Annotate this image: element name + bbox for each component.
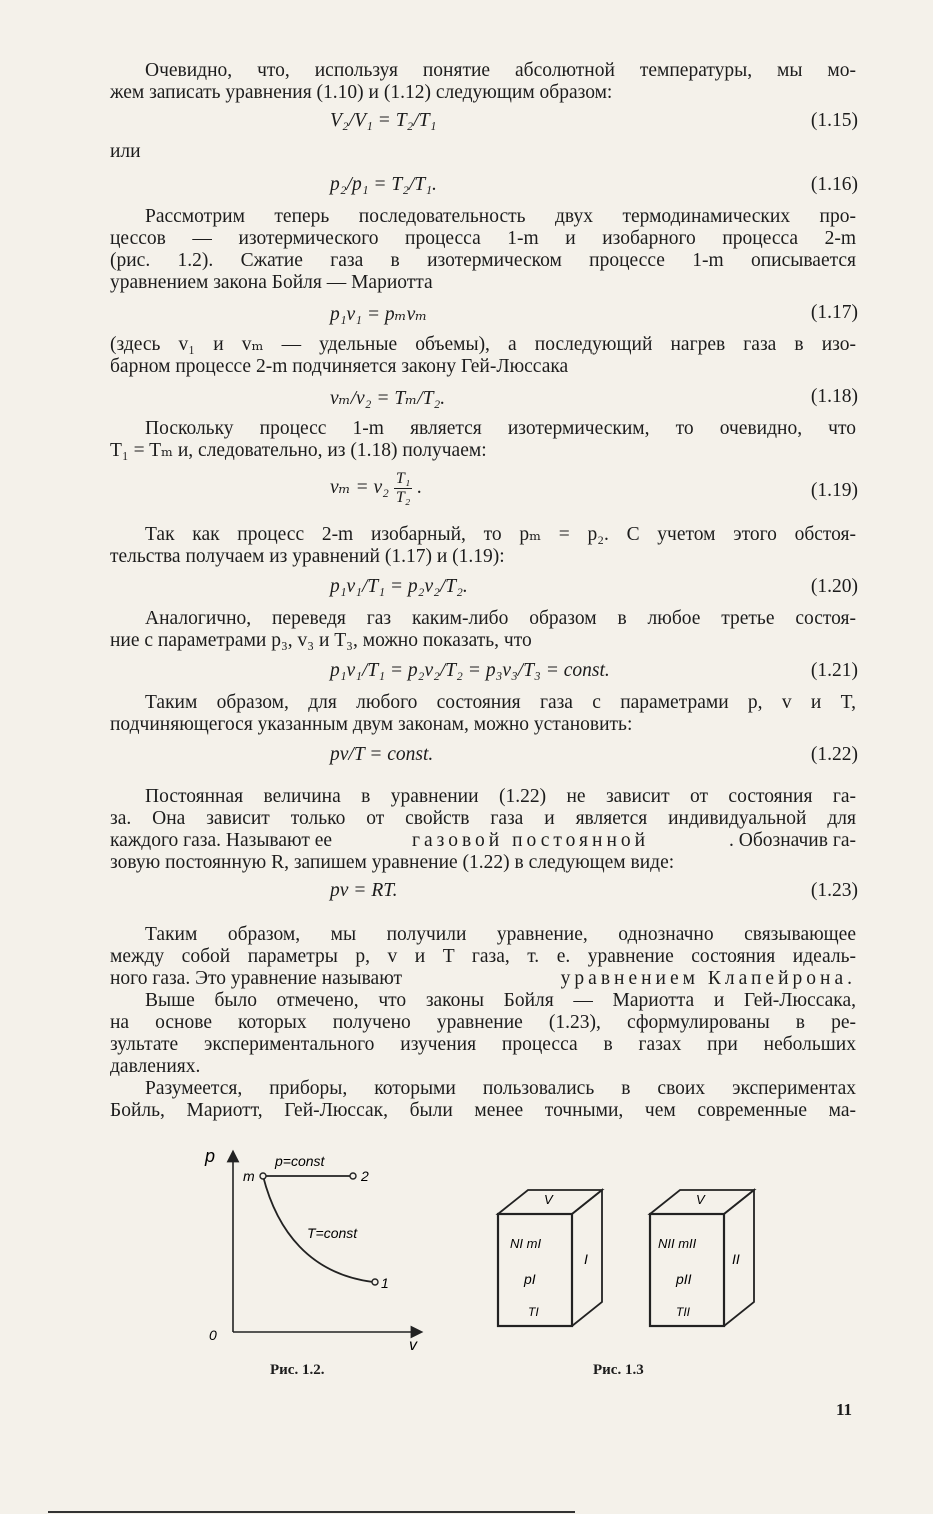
equation-text: p₁v₁/T₁ = p₂v₂/T₂.	[330, 576, 468, 597]
paragraph-line: уравнением закона Бойля — Мариотта	[110, 272, 433, 293]
equation-text: vₘ/v₂ = Tₘ/T₂.	[330, 388, 446, 409]
vessel-pressure-label: pI	[524, 1271, 536, 1287]
label-2: 2	[361, 1168, 369, 1184]
paragraph-line: (здесь v₁ и vₘ — удельные объемы), а последующий нагрев газа в изо-	[110, 334, 856, 355]
vessel-volume-label: V	[696, 1192, 705, 1207]
equation-number: (1.17)	[810, 302, 858, 323]
paragraph-line	[110, 968, 856, 990]
paragraph-line: зовую постоянную R, запишем уравнение (1.22) в следующем виде:	[110, 852, 675, 873]
page-number: 11	[836, 1400, 853, 1419]
paragraph-line: Таким образом, мы получили уравнение, однозначно связывающее	[145, 924, 856, 945]
vessel-n-m-label: NI mI	[510, 1236, 542, 1251]
origin-label: 0	[209, 1327, 217, 1343]
equation-text: p₁v₁ = pₘvₘ	[330, 304, 428, 325]
equation-lhs: vₘ = v₂	[330, 476, 389, 498]
figure-1-2-caption: Рис. 1.2.	[270, 1362, 325, 1378]
paragraph-line	[110, 830, 856, 852]
equation-number: (1.15)	[810, 110, 858, 131]
label-m: m	[243, 1168, 255, 1184]
figure-1-3-caption: Рис. 1.3	[593, 1362, 644, 1378]
equation-number: (1.23)	[810, 880, 858, 901]
equation-1-17	[110, 302, 858, 328]
equation-text: pv = RT.	[330, 880, 398, 901]
paragraph-line: (рис. 1.2). Сжатие газа в изотермическом процессе 1-m описывается	[110, 250, 856, 271]
paragraph-line: зультате экспериментального изучения процесса в газах при небольших	[110, 1034, 856, 1055]
paragraph-line: давлениях.	[110, 1056, 201, 1077]
paragraph-line: Аналогично, переведя газ каким-либо образом в любое третье состоя-	[145, 608, 856, 629]
equation-1-16	[110, 174, 858, 200]
isobar-label: p=const	[275, 1153, 325, 1169]
paragraph-line: Так как процесс 2-m изобарный, то pₘ = p₂. С учетом этого обстоя-	[145, 524, 856, 545]
bottom-rule	[48, 1511, 575, 1513]
paragraph-line: Поскольку процесс 1-m является изотермическим, то очевидно, что	[145, 418, 856, 439]
term-clapeyron-equation: уравнением Клапейрона.	[560, 968, 856, 989]
paragraph-line: подчиняющегося указанным двум законам, можно установить:	[110, 714, 633, 735]
point-2	[350, 1173, 356, 1179]
paragraph-line: Таким образом, для любого состояния газа с параметрами p, v и T,	[145, 692, 856, 713]
text-segment: . Обозначив га-	[728, 830, 856, 851]
figure-1-2-pv-diagram	[195, 1136, 435, 1351]
paragraph-line: жем записать уравнения (1.10) и (1.12) следующим образом:	[110, 82, 613, 103]
vessel-temperature-label: TI	[528, 1305, 539, 1319]
paragraph-line: тельства получаем из уравнений (1.17) и (1.19):	[110, 546, 505, 567]
point-1	[372, 1279, 378, 1285]
paragraph-line: Бойль, Мариотт, Гей-Люссак, были менее точными, чем современные ма-	[110, 1100, 856, 1121]
figure-1-3-gas-vessels	[490, 1182, 780, 1342]
equation-1-18	[110, 386, 858, 412]
equation-text: pv/T = const.	[330, 744, 434, 765]
equation-number: (1.21)	[810, 660, 858, 681]
axis-label-v: v	[409, 1337, 417, 1351]
paragraph-line: цессов — изотермического процесса 1-m и изобарного процесса 2-m	[110, 228, 856, 249]
point-m	[260, 1173, 266, 1179]
equation-tail: .	[417, 476, 423, 498]
paragraph-line: за. Она зависит только от свойств газа и является индивидуальной для	[110, 808, 856, 829]
equation-1-19	[110, 466, 858, 512]
paragraph-line: ние с параметрами p₃, v₃ и T₃, можно показать, что	[110, 630, 532, 651]
vessel-side-label: II	[732, 1251, 740, 1267]
vessel-temperature-label: TII	[676, 1305, 690, 1319]
paragraph-line: барном процессе 2-m подчиняется закону Гей-Люссака	[110, 356, 569, 377]
equation-text	[330, 470, 422, 507]
equation-1-15	[110, 110, 858, 136]
paragraph-line: между собой параметры p, v и T газа, т. е. уравнение состояния идеаль-	[110, 946, 856, 967]
axis-label-p: p	[205, 1146, 216, 1166]
paragraph-line: Постоянная величина в уравнении (1.22) не зависит от состояния га-	[145, 786, 856, 807]
equation-text: p₂/p₁ = T₂/T₁.	[330, 174, 437, 195]
vessel-pressure-label: pII	[676, 1271, 692, 1287]
paragraph-line: Очевидно, что, используя понятие абсолютной температуры, мы мо-	[145, 60, 856, 81]
equation-text: p₁v₁/T₁ = p₂v₂/T₂ = p₃v₃/T₃ = const.	[330, 660, 610, 681]
text-segment: ного газа. Это уравнение называют	[110, 968, 403, 989]
equation-1-20	[110, 576, 858, 602]
equation-number: (1.22)	[810, 744, 858, 765]
fraction-numerator: T₁	[395, 470, 411, 487]
paragraph-line: T₁ = Tₘ и, следовательно, из (1.18) получаем:	[110, 440, 487, 461]
equation-text: V₂/V₁ = T₂/T₁	[330, 110, 437, 131]
equation-number: (1.20)	[810, 576, 858, 597]
equation-number: (1.18)	[810, 386, 858, 407]
term-gas-constant: газовой постоянной	[411, 830, 650, 851]
equation-number: (1.19)	[810, 480, 858, 501]
vessel-n-m-label: NII mII	[658, 1236, 697, 1251]
isotherm-label: T=const	[307, 1225, 358, 1241]
equation-number: (1.16)	[810, 174, 858, 195]
text-segment: каждого газа. Называют ее	[110, 830, 333, 851]
fraction-denominator: T₂	[395, 489, 411, 506]
equation-1-22	[110, 744, 858, 770]
paragraph-line: Рассмотрим теперь последовательность двух термодинамических про-	[145, 206, 856, 227]
equation-1-21	[110, 660, 858, 686]
equation-1-23	[110, 880, 858, 906]
vessel-volume-label: V	[544, 1192, 553, 1207]
fraction	[394, 470, 412, 507]
paragraph-line: или	[110, 141, 141, 162]
paragraph-line: Разумеется, приборы, которыми пользовались в своих экспериментах	[145, 1078, 856, 1099]
paragraph-line: Выше было отмечено, что законы Бойля — Мариотта и Гей-Люссака,	[145, 990, 856, 1011]
vessel-1	[498, 1190, 602, 1326]
label-1: 1	[381, 1275, 389, 1291]
vessel-2	[650, 1190, 754, 1326]
vessel-side-label: I	[584, 1251, 588, 1267]
paragraph-line: на основе которых получено уравнение (1.23), сформулированы в ре-	[110, 1012, 856, 1033]
